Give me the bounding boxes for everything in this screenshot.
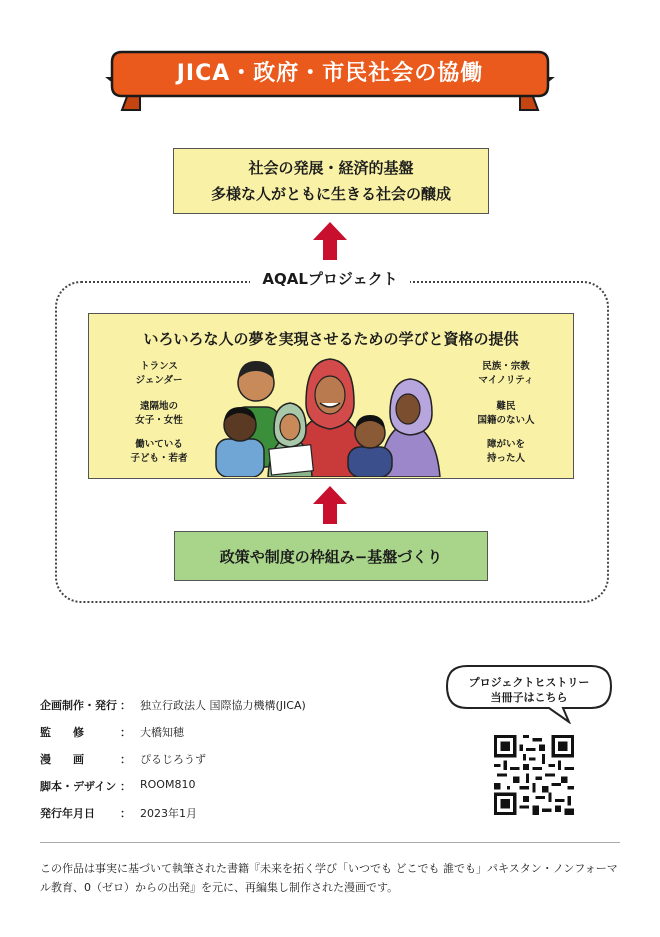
credit-key: 監 修 — [40, 726, 84, 739]
qr-code[interactable] — [494, 735, 574, 815]
tag-disabilities — [461, 438, 551, 466]
credit-sep: ： — [120, 807, 131, 820]
credit-value: ROOM810 — [140, 778, 196, 791]
divider — [40, 842, 620, 843]
qr-speech-bubble — [445, 664, 613, 724]
policy-box — [174, 531, 488, 581]
tag-remote-women — [119, 400, 199, 428]
tag-minorities — [461, 360, 551, 388]
credit-sep: ： — [120, 753, 131, 766]
tag-line: 持った人 — [486, 453, 525, 464]
project-label: AQALプロジェクト — [250, 268, 410, 289]
tag-line: トランス — [140, 361, 178, 372]
banner-title: JICA・政府・市民社会の協働 — [176, 61, 484, 86]
tag-line: 遠隔地の — [139, 401, 178, 412]
learning-title: いろいろな人の夢を実現させるための学びと資格の提供 — [143, 330, 519, 348]
tag-refugees — [461, 400, 551, 428]
bubble-text — [445, 675, 613, 705]
tag-line: 民族・宗教 — [482, 361, 530, 372]
credit-sep: ： — [120, 780, 131, 793]
title-banner — [100, 48, 560, 120]
goal-box — [173, 148, 489, 214]
policy-label: 政策や制度の枠組み−基盤づくり — [219, 547, 443, 566]
up-arrow-icon — [313, 222, 347, 260]
tag-working-youth — [119, 438, 199, 466]
people-illustration — [210, 343, 450, 477]
goal-line-1: 社会の発展・経済的基盤 — [248, 159, 414, 177]
tag-line: 子ども・若者 — [130, 453, 188, 464]
tag-transgender — [119, 360, 199, 388]
tag-line: 女子・女性 — [135, 415, 183, 426]
bubble-line-1: プロジェクトヒストリー — [468, 676, 590, 689]
credit-key: 漫 画 — [40, 753, 84, 766]
credit-key: 発行年月日 — [40, 807, 95, 820]
credit-value: 大橋知穂 — [140, 726, 184, 739]
tag-line: ジェンダー — [135, 375, 183, 386]
credit-value: 2023年1月 — [140, 807, 197, 820]
credit-sep: ： — [120, 699, 131, 712]
tag-line: 働いている — [135, 439, 183, 450]
credit-sep: ： — [120, 726, 131, 739]
up-arrow-icon — [313, 486, 347, 524]
credit-value: ぴるじろうず — [140, 753, 206, 766]
tag-line: 国籍のない人 — [477, 415, 535, 426]
bubble-line-2: 当冊子はこちら — [490, 691, 568, 704]
tag-line: 難民 — [496, 401, 516, 412]
credit-key: 企画制作・発行 — [40, 699, 117, 712]
tag-line: 障がいを — [486, 439, 525, 450]
footnote: この作品は事実に基づいて執筆された書籍『未来を拓く学び「いつでも どこでも 誰でも」パキスタン・ノンフォーマル教育、0（ゼロ）からの出発』を元に、再編集し制作された漫画です。 — [40, 862, 618, 894]
credit-key: 脚本・デザイン — [40, 780, 117, 793]
credit-value: 独立行政法人 国際協力機構(JICA) — [140, 699, 306, 712]
goal-line-2: 多様な人がともに生きる社会の醸成 — [210, 185, 451, 203]
tag-line: マイノリティ — [478, 375, 534, 386]
